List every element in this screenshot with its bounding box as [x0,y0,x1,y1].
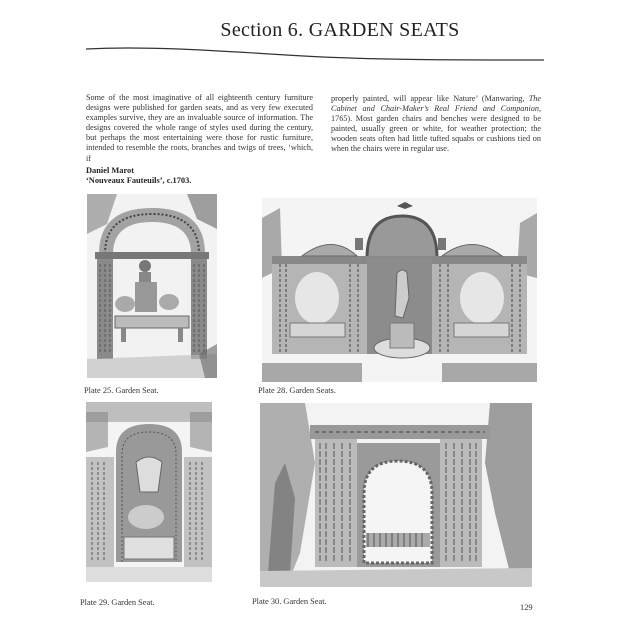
body-text-right-start: properly painted, will appear like Nature’ (Manwaring, [331,94,529,103]
book-title: The Cabinet and Chair-Maker’s Real Friend and Companion [331,94,541,114]
body-text-right [331,94,541,155]
plate-28-engraving [262,198,537,382]
header-rule [86,44,544,64]
body-text-left: Some of the most imaginative of all eighteenth century furniture designs were published for garden seats, and as very few executed examples survive, they are an invaluable source of information. The designs covered the whole range of styles used during the century, but perhaps the most entertaining were those for rustic furniture, intended to resemble the roots, branches and twigs of trees, ‘which, if [86,93,313,163]
body-text-right-end: , 1765). Most garden chairs and benches were designed to be painted, usually green or white, for weather protection; the wooden seats often had little tufted squabs or cushions tied on when the chairs were in regular use. [331,104,541,154]
plate-30-caption: Plate 30. Garden Seat. [252,597,327,606]
plate-29-engraving [86,402,212,582]
page-number: 129 [520,603,533,612]
attribution [86,166,313,187]
plate-25-caption: Plate 25. Garden Seat. [84,386,159,395]
work-title: ‘Nouveaux Fauteuils’, c.1703. [86,176,192,186]
plate-30-engraving [260,403,532,587]
plate-29-caption: Plate 29. Garden Seat. [80,598,155,607]
section-title: Section 6. GARDEN SEATS [220,19,460,41]
plate-25-engraving [87,194,217,378]
designer-name: Daniel Marot [86,166,134,175]
plate-28-caption: Plate 28. Garden Seats. [258,386,336,395]
